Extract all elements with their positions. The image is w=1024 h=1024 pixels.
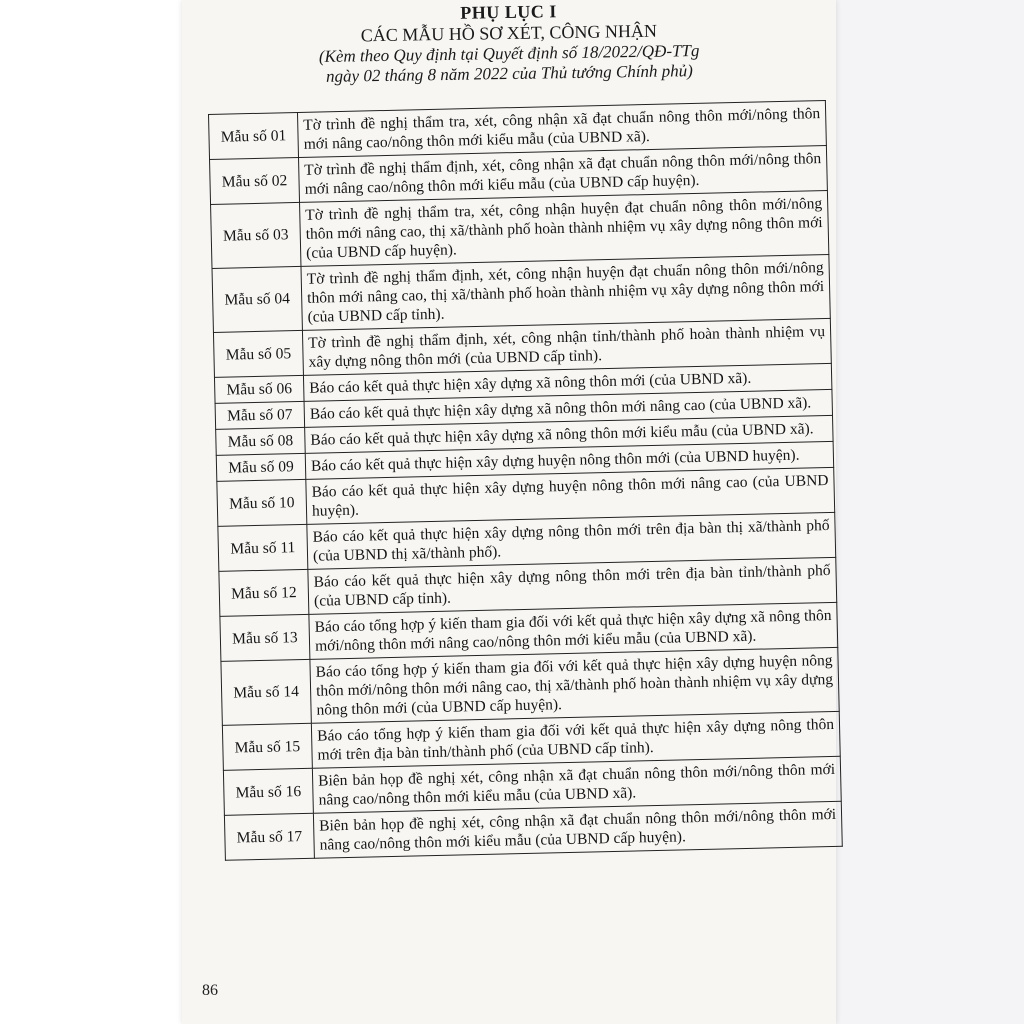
background-right [836,0,1024,1024]
form-code-cell: Mẫu số 04 [212,266,302,332]
form-description-cell: Báo cáo kết quả thực hiện xây dựng xã nông thôn mới (của UBND xã). [303,363,831,401]
form-description-cell: Báo cáo kết quả thực hiện xây dựng xã nông thôn mới kiểu mẫu (của UBND xã). [305,415,833,453]
form-code-cell: Mẫu số 16 [223,768,313,815]
form-code-cell: Mẫu số 09 [216,453,306,481]
form-code-cell: Mẫu số 06 [214,375,304,403]
appendix-subtitle-line-2: ngày 02 tháng 8 năm 2022 của Thủ tướng Chính phủ) [325,61,694,86]
form-description-cell: Báo cáo tổng hợp ý kiến tham gia đối với kết quả thực hiện xây dựng nông thôn mới trên địa bàn tỉnh/thành phố (của UBND cấp tỉnh). [311,711,840,768]
appendix-label: PHỤ LỤC I [460,1,557,23]
appendix-subtitle-line-1: (Kèm theo Quy định tại Quyết định số 18/2022/QĐ-TTg [318,41,700,66]
page-number: 86 [202,982,218,999]
form-code-cell: Mẫu số 10 [217,479,307,526]
form-code-cell: Mẫu số 14 [221,659,311,725]
book-page [182,0,836,1024]
form-description-cell: Tờ trình đề nghị thẩm định, xét, công nhận tỉnh/thành phố hoàn thành nhiệm vụ xây dựng nông thôn mới (của UBND cấp tỉnh). [302,318,831,375]
form-code-cell: Mẫu số 02 [210,157,300,204]
form-code-cell: Mẫu số 05 [213,330,303,377]
form-description-cell: Tờ trình đề nghị thẩm định, xét, công nhận huyện đạt chuẩn nông thôn mới/nông thôn mới nâng cao, thị xã/thành phố hoàn thành nhiệm vụ xây dựng nông thôn mới (của UBND cấp tỉnh). [301,254,830,330]
form-code-cell: Mẫu số 12 [219,569,309,616]
form-code-cell: Mẫu số 03 [211,202,301,268]
appendix-title: CÁC MẪU HỒ SƠ XÉT, CÔNG NHẬN [360,20,658,46]
form-code-cell: Mẫu số 08 [216,427,306,455]
form-description-cell: Tờ trình đề nghị thẩm định, xét, công nhận xã đạt chuẩn nông thôn mới/nông thôn mới nâng cao/nông thôn mới kiểu mẫu (của UBND cấp huyện). [299,145,828,202]
form-description-cell: Báo cáo tổng hợp ý kiến tham gia đối với kết quả thực hiện xây dựng huyện nông thôn mới/nông thôn mới nâng cao, thị xã/thành phố hoàn thành nhiệm vụ xây dựng nông thôn mới (của UBND cấp huyện). [310,647,839,723]
form-description-cell: Báo cáo kết quả thực hiện xây dựng xã nông thôn mới nâng cao (của UBND xã). [304,389,832,427]
form-description-cell: Báo cáo kết quả thực hiện xây dựng huyện nông thôn mới nâng cao (của UBND huyện). [306,467,835,524]
form-description-cell: Tờ trình đề nghị thẩm tra, xét, công nhận xã đạt chuẩn nông thôn mới/nông thôn mới nâng cao/nông thôn mới kiểu mẫu (của UBND xã). [297,100,826,157]
form-description-cell: Tờ trình đề nghị thẩm tra, xét, công nhận huyện đạt chuẩn nông thôn mới/nông thôn mới nâng cao, thị xã/thành phố hoàn thành nhiệm vụ xây dựng nông thôn mới (của UBND cấp huyện). [300,190,829,266]
form-description-cell: Biên bản họp đề nghị xét, công nhận xã đạt chuẩn nông thôn mới/nông thôn mới nâng cao/nông thôn mới kiểu mẫu (của UBND xã). [312,756,841,813]
form-code-cell: Mẫu số 17 [224,813,314,860]
form-description-cell: Báo cáo kết quả thực hiện xây dựng nông thôn mới trên địa bàn tỉnh/thành phố (của UBND cấp tỉnh). [308,557,837,614]
form-code-cell: Mẫu số 01 [209,112,299,159]
form-description-cell: Báo cáo tổng hợp ý kiến tham gia đối với kết quả thực hiện xây dựng xã nông thôn mới/nông thôn mới nâng cao/nông thôn mới kiểu mẫu (của UBND xã). [309,602,838,659]
form-description-cell: Báo cáo kết quả thực hiện xây dựng nông thôn mới trên địa bàn thị xã/thành phố (của UBND thị xã/thành phố). [307,512,836,569]
form-code-cell: Mẫu số 15 [222,723,312,770]
forms-table-wrapper [208,100,843,861]
form-code-cell: Mẫu số 07 [215,401,305,429]
appendix-header [181,0,836,89]
form-description-cell: Biên bản họp đề nghị xét, công nhận xã đạt chuẩn nông thôn mới/nông thôn mới nâng cao/nông thôn mới kiểu mẫu (của UBND cấp huyện). [313,801,842,858]
form-code-cell: Mẫu số 11 [218,524,308,571]
form-code-cell: Mẫu số 13 [220,614,310,661]
forms-table [208,100,843,861]
background-left [0,0,182,1024]
form-description-cell: Báo cáo kết quả thực hiện xây dựng huyện nông thôn mới (của UBND huyện). [305,441,833,479]
